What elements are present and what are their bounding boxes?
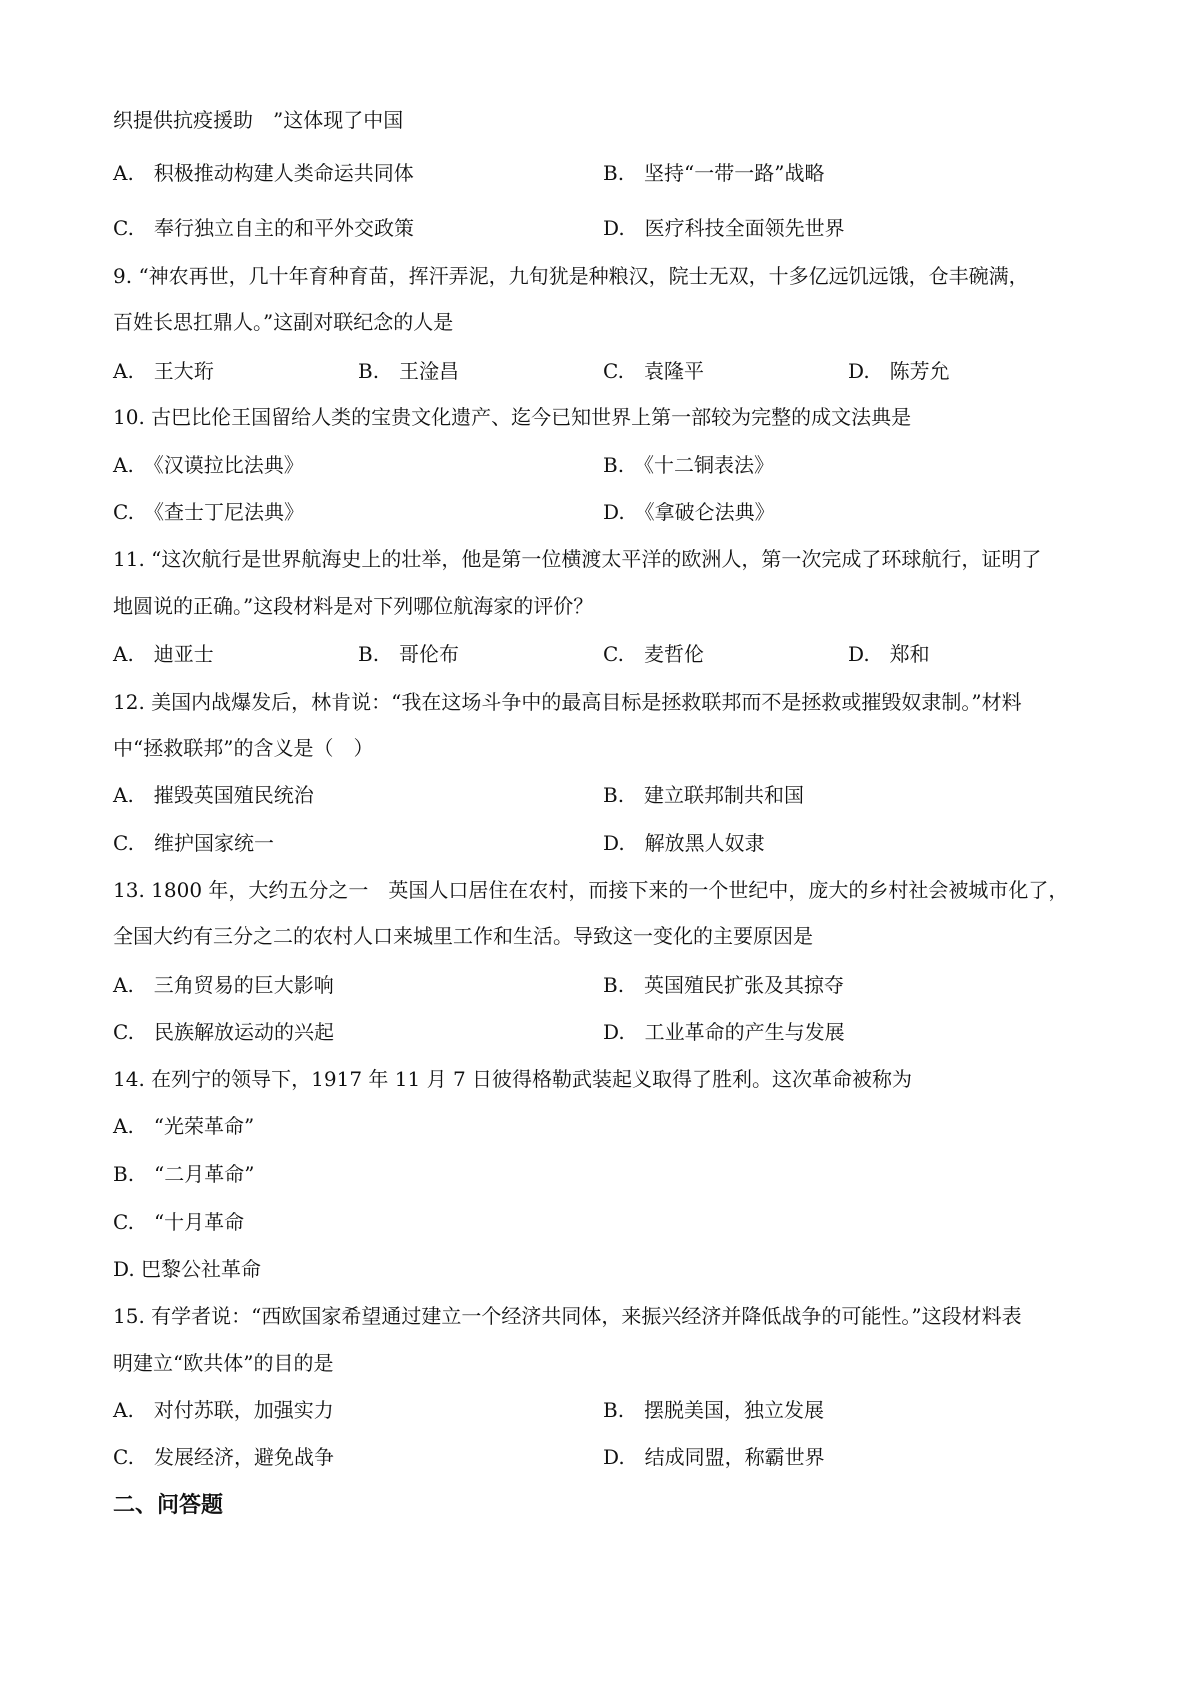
q13-stem-line-1: 13. 1800 年，大约五分之一 英国人口居住在农村，而接下来的一个世纪中，庞大的乡村社会被城市化了， xyxy=(113,878,1069,902)
q13-stem-line-2: 全国大约有三分之二的农村人口来城里工作和生活。导致这一变化的主要原因是 xyxy=(113,924,813,948)
q11-option-d: D. 郑和 xyxy=(848,642,930,666)
q14-option-a: A. “光荣革命” xyxy=(113,1114,255,1138)
q12-stem-line-2: 中“拯救联邦”的含义是（ ） xyxy=(113,736,374,760)
q11-option-a: A. 迪亚士 xyxy=(113,642,214,666)
q9-option-d: D. 陈芳允 xyxy=(848,359,950,383)
q11-stem-line-2: 地圆说的正确。”这段材料是对下列哪位航海家的评价？ xyxy=(113,594,594,618)
q13-option-c: C. 民族解放运动的兴起 xyxy=(113,1020,334,1044)
q15-option-a: A. 对付苏联，加强实力 xyxy=(113,1398,334,1422)
q13-option-d: D. 工业革命的产生与发展 xyxy=(603,1020,845,1044)
q13-option-b: B. 英国殖民扩张及其掠夺 xyxy=(603,973,845,997)
q15-option-c: C. 发展经济，避免战争 xyxy=(113,1445,334,1469)
q9-option-b: B. 王淦昌 xyxy=(358,359,460,383)
section-heading: 二、问答题 xyxy=(113,1493,224,1518)
q12-option-d: D. 解放黑人奴隶 xyxy=(603,831,765,855)
q9-stem-line-2: 百姓长思扛鼎人。”这副对联纪念的人是 xyxy=(113,310,454,334)
q13-option-a: A. 三角贸易的巨大影响 xyxy=(113,973,334,997)
q14-stem-line-1: 14. 在列宁的领导下，1917 年 11 月 7 日彼得格勒武装起义取得了胜利。这次革命被称为 xyxy=(113,1067,913,1091)
q10-option-b: B. 《十二铜表法》 xyxy=(603,453,775,477)
q11-stem-line-1: 11. “这次航行是世界航海史上的壮举，他是第一位横渡太平洋的欧洲人，第一次完成了环球航行，证明了 xyxy=(113,547,1042,571)
q15-stem-line-2: 明建立“欧共体”的目的是 xyxy=(113,1351,334,1375)
q8-stem-continuation: 织提供抗疫援助 ”这体现了中国 xyxy=(113,108,404,132)
q15-option-b: B. 摆脱美国，独立发展 xyxy=(603,1398,825,1422)
q11-option-c: C. 麦哲伦 xyxy=(603,642,704,666)
q12-stem-line-1: 12. 美国内战爆发后，林肯说：“我在这场斗争中的最高目标是拯救联邦而不是拯救或摧毁奴隶制。”材料 xyxy=(113,690,1022,714)
q15-stem-line-1: 15. 有学者说：“西欧国家希望通过建立一个经济共同体，来振兴经济并降低战争的可能性。”这段材料表 xyxy=(113,1304,1022,1328)
q9-option-a: A. 王大珩 xyxy=(113,359,214,383)
q8-option-b: B. 坚持“一带一路”战略 xyxy=(603,161,825,185)
q12-option-c: C. 维护国家统一 xyxy=(113,831,274,855)
q14-option-d: D. 巴黎公社革命 xyxy=(113,1257,262,1281)
q8-option-a: A. 积极推动构建人类命运共同体 xyxy=(113,161,414,185)
q12-option-a: A. 摧毁英国殖民统治 xyxy=(113,783,314,807)
q10-option-c: C. 《查士丁尼法典》 xyxy=(113,500,304,524)
q9-option-c: C. 袁隆平 xyxy=(603,359,704,383)
q15-option-d: D. 结成同盟，称霸世界 xyxy=(603,1445,825,1469)
q10-stem-line-1: 10. 古巴比伦王国留给人类的宝贵文化遗产、迄今已知世界上第一部较为完整的成文法典是 xyxy=(113,405,912,429)
q8-option-d: D. 医疗科技全面领先世界 xyxy=(603,216,845,240)
q14-option-c: C. “十月革命 xyxy=(113,1210,245,1234)
q12-option-b: B. 建立联邦制共和国 xyxy=(603,783,805,807)
q11-option-b: B. 哥伦布 xyxy=(358,642,460,666)
q10-option-a: A. 《汉谟拉比法典》 xyxy=(113,453,304,477)
q8-option-c: C. 奉行独立自主的和平外交政策 xyxy=(113,216,414,240)
q14-option-b: B. “二月革命” xyxy=(113,1162,255,1186)
q10-option-d: D. 《拿破仑法典》 xyxy=(603,500,775,524)
q9-stem-line-1: 9. “神农再世，几十年育种育苗，挥汗弄泥，九旬犹是种粮汉，院士无双，十多亿远饥远饿，仓丰碗满， xyxy=(113,264,1029,288)
